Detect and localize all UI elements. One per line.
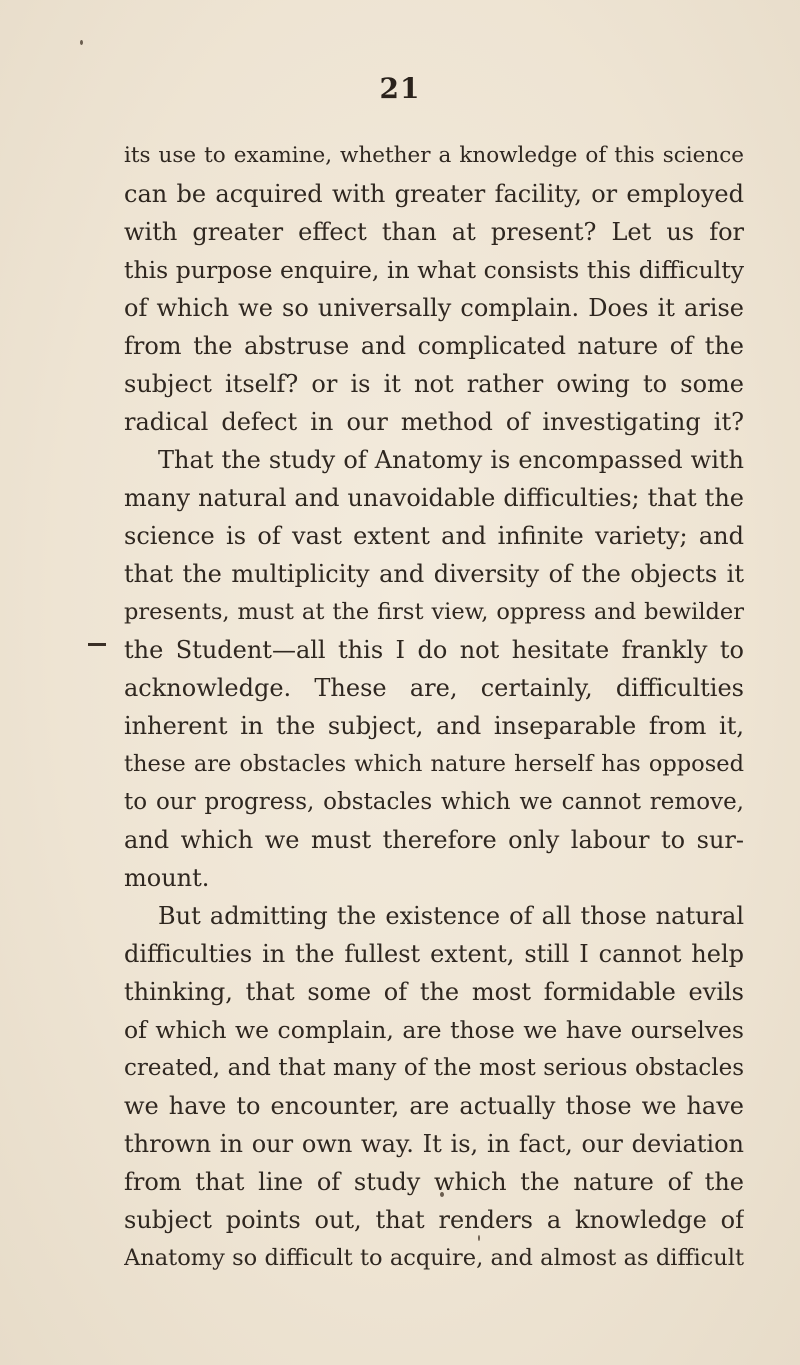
body-text [124, 137, 744, 1277]
text-line: these are obstacles which nature herself has opposed [124, 751, 744, 777]
text-line: many natural and unavoidable difficulties; that the [124, 484, 744, 512]
text-line: mount. [124, 864, 210, 892]
text-line: of which we complain, are those we have ourselves [124, 1016, 744, 1044]
text-line: inherent in the subject, and inseparable from it, [124, 712, 744, 740]
text-line: acknowledge. These are, certainly, difficulties [124, 674, 744, 702]
text-line: this purpose enquire, in what consists this difficulty [124, 256, 744, 284]
page-number: 21 [379, 72, 421, 105]
text-line: and which we must therefore only labour to sur- [124, 826, 744, 854]
text-line: of which we so universally complain. Does it arise [124, 294, 744, 322]
text-line: can be acquired with greater facility, or employed [124, 180, 744, 208]
text-line: presents, must at the first view, oppress and bewilder [124, 599, 744, 625]
text-line: thinking, that some of the most formidable evils [124, 978, 744, 1006]
text-line: from the abstruse and complicated nature of the [124, 332, 744, 360]
text-line: That the study of Anatomy is encompassed with [158, 446, 744, 474]
text-line: subject itself? or is it not rather owing to some [124, 370, 744, 398]
text-line: subject points out, that renders a knowledge of [124, 1206, 744, 1234]
text-line: But admitting the existence of all those natural [158, 902, 744, 930]
text-line: its use to examine, whether a knowledge of this science [124, 143, 744, 168]
text-line: thrown in our own way. It is, in fact, our deviation [124, 1130, 744, 1158]
text-line: science is of vast extent and infinite variety; and [124, 522, 744, 550]
text-line: the Student—all this I do not hesitate frankly to [124, 636, 744, 664]
text-line: with greater effect than at present? Let us for [124, 218, 744, 246]
ink-speck [80, 40, 83, 45]
text-line: Anatomy so difficult to acquire, and almost as difficult [124, 1245, 744, 1271]
text-line: radical defect in our method of investigating it? [124, 408, 744, 436]
text-line: from that line of study which the nature of the [124, 1168, 744, 1196]
text-line: difficulties in the fullest extent, still I cannot help [124, 940, 744, 968]
text-line: we have to encounter, are actually those we have [124, 1092, 744, 1120]
text-line: created, and that many of the most serious obstacles [124, 1055, 744, 1081]
text-line: that the multiplicity and diversity of the objects it [124, 560, 744, 588]
text-line: to our progress, obstacles which we cannot remove, [124, 789, 744, 815]
margin-mark [88, 643, 106, 646]
